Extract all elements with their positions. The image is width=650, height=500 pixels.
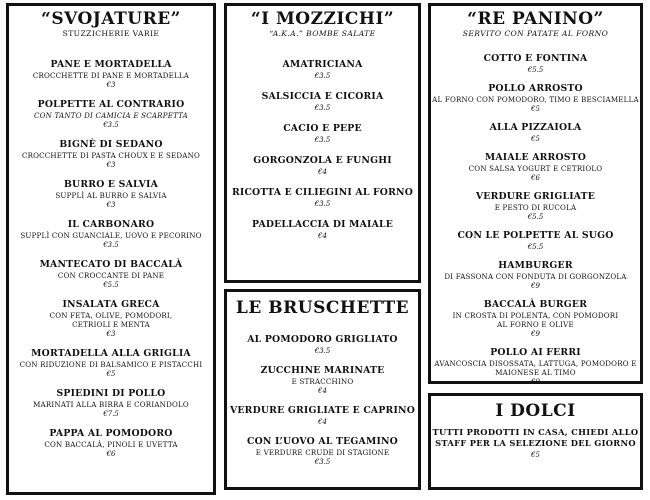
item-name: PANE E MORTADELLA (50, 59, 172, 70)
item-description: CON BACCALÀ, PINOLI E UVETTA (44, 440, 178, 449)
menu-item (9, 59, 213, 90)
item-name: ZUCCHINE MARINATE (260, 365, 385, 376)
item-price: €3 (106, 161, 116, 169)
item-price: €5 (531, 105, 540, 113)
item-name: HAMBURGER (498, 260, 573, 271)
item-price: €3 (106, 201, 116, 209)
item-description: CON FETA, OLIVE, POMODORI, CETRIOLI E MENTA (49, 311, 173, 329)
item-price: €9 (531, 378, 540, 386)
menu-item (9, 299, 213, 339)
mozzichi-section (224, 3, 421, 283)
menu-item (227, 365, 418, 396)
item-name: CACIO E PEPE (283, 123, 362, 134)
item-price: €9 (531, 330, 540, 338)
item-price: €4 (318, 387, 327, 395)
item-price: €3.5 (314, 136, 331, 144)
menu-item (9, 428, 213, 459)
menu-item (227, 91, 418, 113)
item-price: €3.5 (103, 241, 119, 249)
item-price: €9 (531, 282, 540, 290)
item-price: €3.5 (314, 458, 331, 466)
menu-item-list (431, 53, 640, 387)
menu-item (431, 152, 640, 183)
item-name: MORTADELLA ALLA GRIGLIA (31, 348, 191, 359)
menu-item (431, 53, 640, 75)
item-description: IN CROSTA DI POLENTA, CON POMODORI AL FORNO E OLIVE (452, 311, 619, 329)
item-name: BURRO E SALVIA (63, 179, 158, 190)
item-price: €5.5 (527, 213, 544, 221)
menu-item (227, 405, 418, 427)
item-description: SUPPLÌ CON GUANCIALE, UOVO E PECORINO (20, 231, 202, 240)
item-description: AVANCOSCIA DISOSSATA, LATTUGA, POMODORO E MAIONESE AL TIMO (434, 359, 637, 377)
item-price: €4 (318, 168, 327, 176)
item-name: POLPETTE AL CONTRARIO (37, 99, 185, 110)
menu-item (227, 219, 418, 241)
item-price: €5.5 (527, 243, 544, 251)
item-name: MANTECATO DI BACCALÀ (39, 259, 183, 270)
item-price: €4 (318, 232, 327, 240)
item-description: E STRACCHINO (291, 377, 354, 386)
item-name: PADELLACCIA DI MAIALE (251, 219, 394, 230)
item-description: AL FORNO CON POMODORO, TIMO E BESCIAMELLA (432, 95, 639, 104)
item-name: SPIEDINI DI POLLO (56, 388, 166, 399)
menu-item (227, 123, 418, 145)
section-title: “I MOZZICHI” (250, 9, 395, 29)
re-panino-section (428, 3, 643, 384)
menu-item (9, 139, 213, 170)
item-price: €3 (106, 330, 116, 338)
menu-item (227, 155, 418, 177)
menu-item (431, 347, 640, 387)
section-subtitle: “A.K.A.” BOMBE SALATE (269, 29, 376, 38)
dolci-price: €5 (531, 451, 540, 459)
item-price: €3.5 (314, 104, 331, 112)
menu-item (9, 99, 213, 130)
item-description: CON TANTO DI CAMICIA E SCARPETTA (33, 111, 188, 120)
item-description: CON CROCCANTE DI PANE (57, 271, 165, 280)
item-name: BACCALÀ BURGER (483, 299, 588, 310)
item-name: COTTO E FONTINA (483, 53, 588, 64)
item-price: €5 (106, 370, 116, 378)
item-name: CON L’UOVO AL TEGAMINO (247, 436, 398, 447)
menu-item (431, 299, 640, 339)
item-name: POLLO ARROSTO (488, 83, 583, 94)
menu-item (9, 388, 213, 419)
svojature-section (6, 3, 216, 495)
menu-item (431, 230, 640, 252)
item-name: PAPPA AL POMODORO (49, 428, 173, 439)
item-description: MARINATI ALLA BIRRA E CORIANDOLO (33, 400, 189, 409)
item-price: €5.5 (103, 281, 119, 289)
menu-item (9, 179, 213, 210)
item-description: E PESTO DI RUCOLA (494, 203, 577, 212)
menu-item (227, 436, 418, 467)
menu-item (9, 259, 213, 290)
item-name: ALLA PIZZAIOLA (489, 122, 582, 133)
item-name: IL CARBONARO (67, 219, 155, 230)
item-name: SALSICCIA E CICORIA (261, 91, 384, 102)
section-title: “RE PANINO” (467, 9, 604, 29)
section-subtitle: STUZZICHERIE VARIE (62, 29, 160, 38)
item-price: €3.5 (314, 347, 331, 355)
menu-item (9, 348, 213, 379)
item-description: DI FASSONA CON FONDUTA DI GORGONZOLA (444, 272, 627, 281)
section-subtitle: SERVITO CON PATATE AL FORNO (462, 29, 609, 38)
item-name: CON LE POLPETTE AL SUGO (457, 230, 614, 241)
item-price: €4 (318, 418, 327, 426)
item-name: INSALATA GRECA (62, 299, 160, 310)
item-name: AMATRICIANA (282, 59, 363, 70)
item-price: €3.5 (314, 72, 331, 80)
dolci-section (428, 393, 643, 490)
item-description: SUPPLÌ AL BURRO E SALVIA (55, 191, 167, 200)
item-name: VERDURE GRIGLIATE E CAPRINO (229, 405, 416, 416)
menu-item-list (227, 59, 418, 241)
menu-item (431, 122, 640, 144)
item-name: AL POMODORO GRIGLIATO (247, 334, 398, 345)
item-price: €5.5 (527, 66, 544, 74)
item-name: VERDURE GRIGLIATE (475, 191, 596, 202)
menu-item (227, 59, 418, 81)
item-description: E VERDURE CRUDE DI STAGIONE (255, 448, 390, 457)
bruschette-section (224, 289, 421, 490)
menu-item (431, 191, 640, 222)
item-description: CROCCHETTE DI PANE E MORTADELLA (32, 71, 190, 80)
item-price: €6 (531, 174, 540, 182)
section-title: LE BRUSCHETTE (235, 298, 410, 318)
item-name: MAIALE ARROSTO (484, 152, 587, 163)
menu-item (227, 334, 418, 356)
dolci-note: TUTTI PRODOTTI IN CASA, CHIEDI ALLO STAFF PER LA SELEZIONE DEL GIORNO (432, 427, 639, 448)
item-description: CON SALSA YOGURT E CETRIOLO (468, 164, 603, 173)
item-price: €3.5 (103, 121, 119, 129)
menu-item (431, 83, 640, 114)
menu-item (431, 260, 640, 291)
item-name: RICOTTA E CILIEGINI AL FORNO (231, 187, 414, 198)
item-price: €6 (106, 450, 116, 458)
menu-item-list (227, 334, 418, 467)
item-description: CON RIDUZIONE DI BALSAMICO E PISTACCHI (19, 360, 203, 369)
item-price: €3 (106, 81, 116, 89)
item-price: €5 (531, 135, 540, 143)
item-price: €7.5 (103, 410, 119, 418)
item-name: POLLO AI FERRI (490, 347, 581, 358)
item-description: CROCCHETTE DI PASTA CHOUX E E SEDANO (21, 151, 201, 160)
menu-item (227, 187, 418, 209)
menu-item-list (9, 59, 213, 459)
menu-item (9, 219, 213, 250)
item-name: GORGONZOLA E FUNGHI (253, 155, 392, 166)
section-title: “SVOJATURE” (41, 9, 181, 29)
item-price: €3.5 (314, 200, 331, 208)
item-name: BIGNÈ DI SEDANO (59, 139, 163, 150)
section-title: I DOLCI (495, 401, 576, 421)
